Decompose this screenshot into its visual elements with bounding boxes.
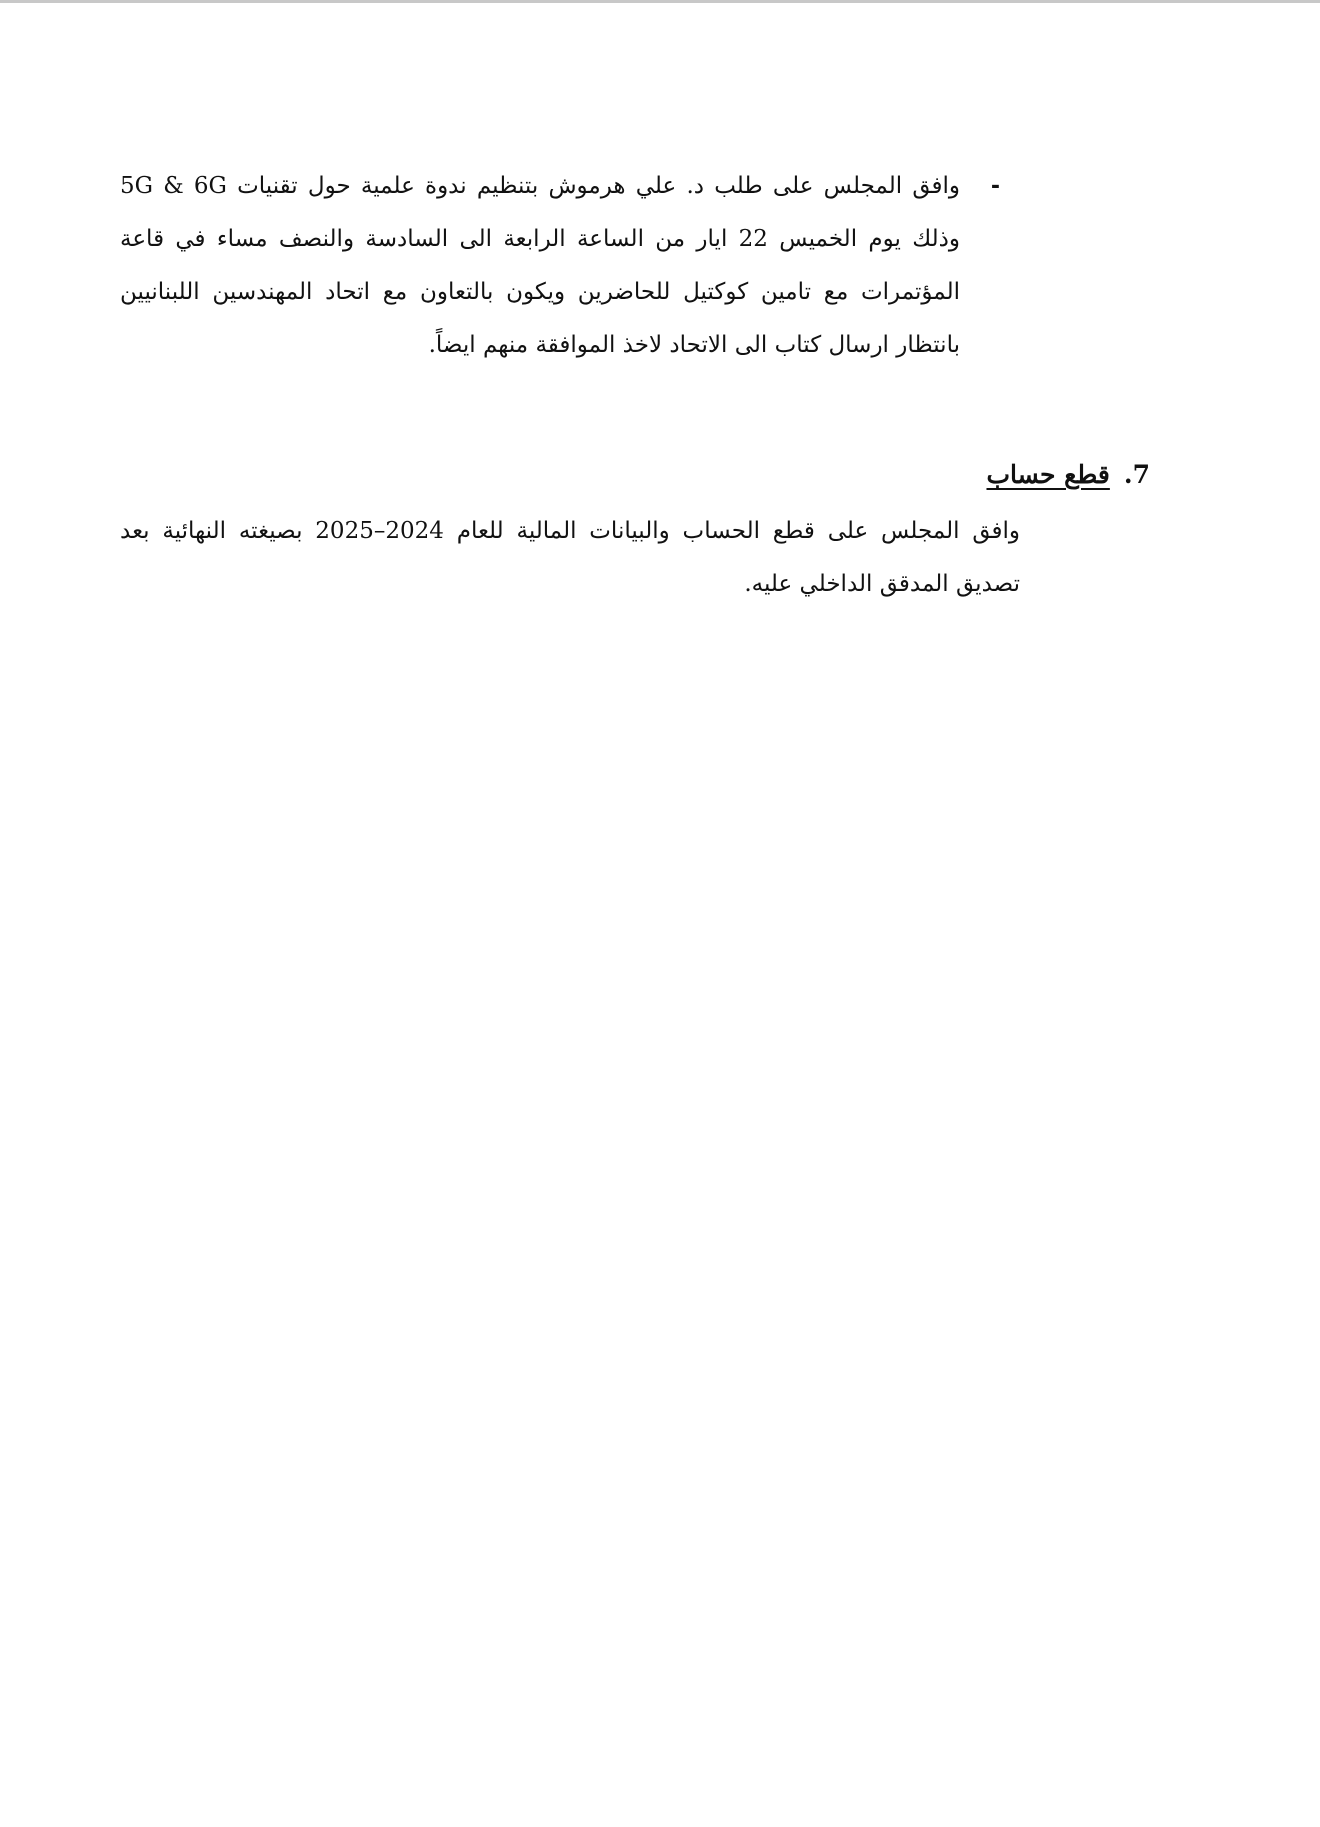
bullet-line-1: وافق المجلس على طلب د. علي هرموش بتنظيم ندوة علمية حول تقنيات 5G & 6G bbox=[120, 173, 960, 199]
section-paragraph bbox=[120, 505, 1020, 611]
bullet-dash-icon: - bbox=[990, 174, 1000, 199]
bullet-paragraph bbox=[120, 160, 960, 372]
bullet-line-3: المؤتمرات مع تامين كوكتيل للحاضرين ويكون بالتعاون مع اتحاد المهندسين اللبنانيين bbox=[120, 279, 960, 305]
section-heading bbox=[986, 450, 1150, 500]
bullet-line-4: بانتظار ارسال كتاب الى الاتحاد لاخذ الموافقة منهم ايضاً. bbox=[428, 332, 960, 358]
section-line-1: وافق المجلس على قطع الحساب والبيانات المالية للعام 2024–2025 بصيغته النهائية بعد bbox=[120, 518, 1021, 544]
section-title: قطع حساب bbox=[986, 460, 1110, 489]
section-number: 7. bbox=[1123, 460, 1150, 489]
bullet-line-2: وذلك يوم الخميس 22 ايار من الساعة الرابعة الى السادسة والنصف مساء في قاعة bbox=[120, 226, 960, 252]
section-line-2: تصديق المدقق الداخلي عليه. bbox=[744, 571, 1020, 597]
